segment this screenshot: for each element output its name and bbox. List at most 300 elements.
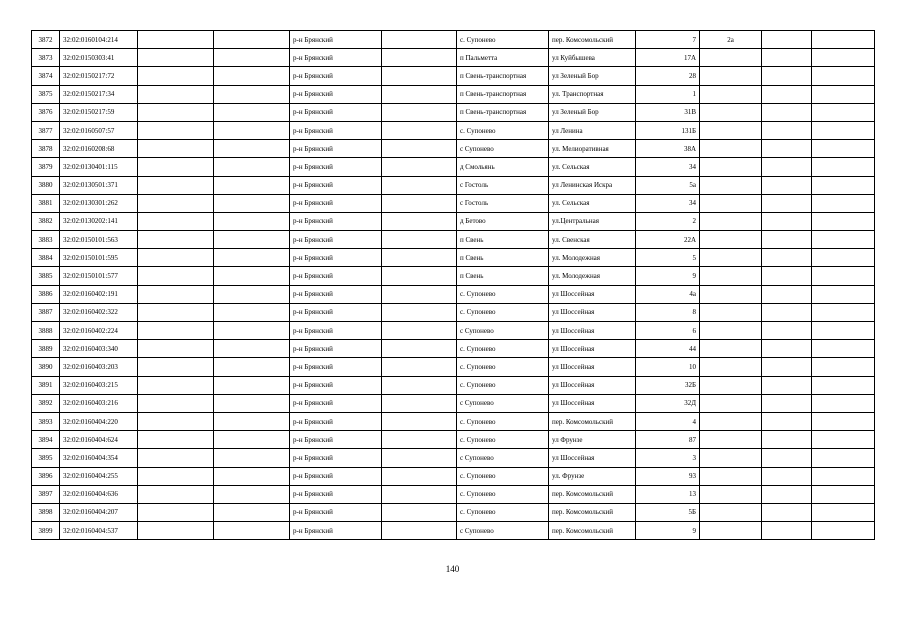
street-cell: ул Фрунзе	[549, 431, 636, 449]
house-number-cell: 2	[636, 212, 700, 230]
blank-col-11-cell	[762, 322, 812, 340]
table-row	[32, 358, 875, 376]
blank-col-3-cell	[138, 412, 214, 430]
building-number-cell	[700, 49, 762, 67]
street-cell: ул. Фрунзе	[549, 467, 636, 485]
blank-col-4-cell	[214, 322, 290, 340]
settlement-cell: с. Супонево	[457, 467, 549, 485]
blank-col-4-cell	[214, 85, 290, 103]
cadastral-number-cell: 32:02:0160404:220	[60, 412, 138, 430]
blank-col-3-cell	[138, 322, 214, 340]
blank-col-3-cell	[138, 212, 214, 230]
blank-col-12-cell	[812, 412, 875, 430]
blank-col-12-cell	[812, 485, 875, 503]
table-row	[32, 303, 875, 321]
settlement-cell: с. Супонево	[457, 285, 549, 303]
blank-col-4-cell	[214, 176, 290, 194]
settlement-cell: п Пальметта	[457, 49, 549, 67]
building-number-cell	[700, 412, 762, 430]
settlement-cell: п Свень	[457, 267, 549, 285]
house-number-cell: 9	[636, 267, 700, 285]
street-cell: ул.Центральная	[549, 212, 636, 230]
blank-col-12-cell	[812, 67, 875, 85]
blank-col-3-cell	[138, 49, 214, 67]
blank-col-3-cell	[138, 103, 214, 121]
blank-col-3-cell	[138, 231, 214, 249]
district-cell: р-н Брянский	[290, 303, 382, 321]
blank-col-4-cell	[214, 358, 290, 376]
cadastral-number-cell: 32:02:0130401:115	[60, 158, 138, 176]
blank-col-3-cell	[138, 485, 214, 503]
cadastral-number-cell: 32:02:0160404:537	[60, 522, 138, 540]
cadastral-number-cell: 32:02:0150101:563	[60, 231, 138, 249]
blank-col-11-cell	[762, 49, 812, 67]
blank-col-4-cell	[214, 158, 290, 176]
settlement-cell: с Супонево	[457, 322, 549, 340]
blank-col-4-cell	[214, 67, 290, 85]
street-cell: ул. Мелиоративная	[549, 140, 636, 158]
row-number-cell: 3874	[32, 67, 60, 85]
cadastral-number-cell: 32:02:0160404:354	[60, 449, 138, 467]
street-cell: ул Шоссейная	[549, 322, 636, 340]
blank-col-12-cell	[812, 303, 875, 321]
blank-col-3-cell	[138, 140, 214, 158]
building-number-cell	[700, 158, 762, 176]
row-number-cell: 3890	[32, 358, 60, 376]
table-row	[32, 394, 875, 412]
blank-col-4-cell	[214, 121, 290, 139]
building-number-cell	[700, 322, 762, 340]
street-cell: пер. Комсомольский	[549, 31, 636, 49]
cadastral-number-cell: 32:02:0160402:322	[60, 303, 138, 321]
blank-col-3-cell	[138, 467, 214, 485]
table-row	[32, 231, 875, 249]
blank-col-3-cell	[138, 503, 214, 521]
row-number-cell: 3896	[32, 467, 60, 485]
cadastral-number-cell: 32:02:0160507:57	[60, 121, 138, 139]
settlement-cell: п Свень	[457, 249, 549, 267]
street-cell: ул. Сельская	[549, 158, 636, 176]
cadastral-number-cell: 32:02:0160104:214	[60, 31, 138, 49]
building-number-cell	[700, 67, 762, 85]
blank-col-6-cell	[382, 158, 457, 176]
blank-col-4-cell	[214, 503, 290, 521]
building-number-cell	[700, 249, 762, 267]
street-cell: ул Шоссейная	[549, 394, 636, 412]
blank-col-4-cell	[214, 431, 290, 449]
blank-col-12-cell	[812, 31, 875, 49]
row-number-cell: 3888	[32, 322, 60, 340]
settlement-cell: с. Супонево	[457, 485, 549, 503]
blank-col-3-cell	[138, 376, 214, 394]
cadastral-number-cell: 32:02:0130301:262	[60, 194, 138, 212]
cadastral-number-cell: 32:02:0160403:340	[60, 340, 138, 358]
blank-col-3-cell	[138, 267, 214, 285]
street-cell: ул Шоссейная	[549, 340, 636, 358]
blank-col-4-cell	[214, 140, 290, 158]
blank-col-6-cell	[382, 358, 457, 376]
row-number-cell: 3875	[32, 85, 60, 103]
blank-col-6-cell	[382, 212, 457, 230]
district-cell: р-н Брянский	[290, 121, 382, 139]
row-number-cell: 3877	[32, 121, 60, 139]
street-cell: ул. Транспортная	[549, 85, 636, 103]
table-row	[32, 49, 875, 67]
blank-col-4-cell	[214, 249, 290, 267]
blank-col-11-cell	[762, 412, 812, 430]
row-number-cell: 3884	[32, 249, 60, 267]
building-number-cell	[700, 176, 762, 194]
blank-col-3-cell	[138, 285, 214, 303]
table-row	[32, 140, 875, 158]
street-cell: ул Шоссейная	[549, 285, 636, 303]
district-cell: р-н Брянский	[290, 412, 382, 430]
blank-col-3-cell	[138, 358, 214, 376]
blank-col-12-cell	[812, 121, 875, 139]
blank-col-3-cell	[138, 67, 214, 85]
street-cell: ул Зеленый Бор	[549, 103, 636, 121]
table-row	[32, 412, 875, 430]
blank-col-3-cell	[138, 31, 214, 49]
table-row	[32, 322, 875, 340]
cadastral-number-cell: 32:02:0130501:371	[60, 176, 138, 194]
register-table	[31, 30, 875, 540]
row-number-cell: 3894	[32, 431, 60, 449]
street-cell: ул. Молодежная	[549, 249, 636, 267]
row-number-cell: 3872	[32, 31, 60, 49]
house-number-cell: 1	[636, 85, 700, 103]
district-cell: р-н Брянский	[290, 376, 382, 394]
table-row	[32, 194, 875, 212]
building-number-cell	[700, 522, 762, 540]
building-number-cell	[700, 267, 762, 285]
cadastral-number-cell: 32:02:0150101:577	[60, 267, 138, 285]
blank-col-4-cell	[214, 522, 290, 540]
settlement-cell: с. Супонево	[457, 412, 549, 430]
settlement-cell: с Супонево	[457, 140, 549, 158]
blank-col-11-cell	[762, 176, 812, 194]
blank-col-6-cell	[382, 522, 457, 540]
blank-col-11-cell	[762, 267, 812, 285]
district-cell: р-н Брянский	[290, 322, 382, 340]
blank-col-6-cell	[382, 121, 457, 139]
district-cell: р-н Брянский	[290, 158, 382, 176]
table-row	[32, 431, 875, 449]
blank-col-12-cell	[812, 140, 875, 158]
settlement-cell: д Бетово	[457, 212, 549, 230]
street-cell: пер. Комсомольский	[549, 522, 636, 540]
district-cell: р-н Брянский	[290, 140, 382, 158]
blank-col-11-cell	[762, 249, 812, 267]
row-number-cell: 3883	[32, 231, 60, 249]
row-number-cell: 3891	[32, 376, 60, 394]
blank-col-6-cell	[382, 140, 457, 158]
street-cell: ул Шоссейная	[549, 358, 636, 376]
building-number-cell	[700, 485, 762, 503]
blank-col-11-cell	[762, 212, 812, 230]
table-row	[32, 31, 875, 49]
blank-col-3-cell	[138, 522, 214, 540]
building-number-cell	[700, 85, 762, 103]
district-cell: р-н Брянский	[290, 449, 382, 467]
street-cell: ул Ленина	[549, 121, 636, 139]
settlement-cell: с. Супонево	[457, 358, 549, 376]
house-number-cell: 4а	[636, 285, 700, 303]
building-number-cell: 2а	[700, 31, 762, 49]
cadastral-number-cell: 32:02:0160403:215	[60, 376, 138, 394]
house-number-cell: 31В	[636, 103, 700, 121]
blank-col-4-cell	[214, 49, 290, 67]
building-number-cell	[700, 449, 762, 467]
cadastral-number-cell: 32:02:0150217:72	[60, 67, 138, 85]
street-cell: ул Куйбышева	[549, 49, 636, 67]
settlement-cell: с. Супонево	[457, 303, 549, 321]
blank-col-6-cell	[382, 285, 457, 303]
building-number-cell	[700, 340, 762, 358]
blank-col-12-cell	[812, 285, 875, 303]
row-number-cell: 3880	[32, 176, 60, 194]
district-cell: р-н Брянский	[290, 85, 382, 103]
district-cell: р-н Брянский	[290, 340, 382, 358]
table-row	[32, 267, 875, 285]
settlement-cell: с Супонево	[457, 449, 549, 467]
table-row	[32, 121, 875, 139]
district-cell: р-н Брянский	[290, 358, 382, 376]
blank-col-12-cell	[812, 267, 875, 285]
cadastral-number-cell: 32:02:0160403:203	[60, 358, 138, 376]
row-number-cell: 3893	[32, 412, 60, 430]
blank-col-11-cell	[762, 467, 812, 485]
blank-col-4-cell	[214, 103, 290, 121]
settlement-cell: с Супонево	[457, 522, 549, 540]
settlement-cell: д Смольянь	[457, 158, 549, 176]
blank-col-6-cell	[382, 303, 457, 321]
blank-col-6-cell	[382, 231, 457, 249]
blank-col-3-cell	[138, 85, 214, 103]
blank-col-12-cell	[812, 231, 875, 249]
blank-col-12-cell	[812, 467, 875, 485]
table-row	[32, 485, 875, 503]
district-cell: р-н Брянский	[290, 31, 382, 49]
table-row	[32, 176, 875, 194]
blank-col-11-cell	[762, 394, 812, 412]
blank-col-6-cell	[382, 322, 457, 340]
building-number-cell	[700, 231, 762, 249]
blank-col-6-cell	[382, 249, 457, 267]
blank-col-11-cell	[762, 303, 812, 321]
house-number-cell: 13	[636, 485, 700, 503]
street-cell: пер. Комсомольский	[549, 485, 636, 503]
street-cell: ул Ленинская Искра	[549, 176, 636, 194]
street-cell: ул. Сельская	[549, 194, 636, 212]
blank-col-12-cell	[812, 340, 875, 358]
blank-col-12-cell	[812, 176, 875, 194]
house-number-cell: 28	[636, 67, 700, 85]
district-cell: р-н Брянский	[290, 49, 382, 67]
blank-col-11-cell	[762, 140, 812, 158]
blank-col-11-cell	[762, 103, 812, 121]
blank-col-3-cell	[138, 394, 214, 412]
district-cell: р-н Брянский	[290, 522, 382, 540]
building-number-cell	[700, 467, 762, 485]
district-cell: р-н Брянский	[290, 431, 382, 449]
blank-col-12-cell	[812, 376, 875, 394]
house-number-cell: 5	[636, 249, 700, 267]
blank-col-11-cell	[762, 340, 812, 358]
settlement-cell: п Свень-транспортная	[457, 85, 549, 103]
blank-col-4-cell	[214, 231, 290, 249]
table-row	[32, 158, 875, 176]
house-number-cell: 131Б	[636, 121, 700, 139]
blank-col-6-cell	[382, 267, 457, 285]
blank-col-12-cell	[812, 212, 875, 230]
district-cell: р-н Брянский	[290, 231, 382, 249]
building-number-cell	[700, 376, 762, 394]
blank-col-11-cell	[762, 485, 812, 503]
blank-col-4-cell	[214, 31, 290, 49]
row-number-cell: 3885	[32, 267, 60, 285]
row-number-cell: 3897	[32, 485, 60, 503]
house-number-cell: 32Б	[636, 376, 700, 394]
row-number-cell: 3895	[32, 449, 60, 467]
blank-col-11-cell	[762, 431, 812, 449]
blank-col-6-cell	[382, 49, 457, 67]
cadastral-number-cell: 32:02:0160404:624	[60, 431, 138, 449]
street-cell: ул Шоссейная	[549, 449, 636, 467]
building-number-cell	[700, 103, 762, 121]
street-cell: пер. Комсомольский	[549, 503, 636, 521]
blank-col-6-cell	[382, 485, 457, 503]
blank-col-6-cell	[382, 194, 457, 212]
building-number-cell	[700, 303, 762, 321]
blank-col-3-cell	[138, 303, 214, 321]
blank-col-3-cell	[138, 176, 214, 194]
blank-col-12-cell	[812, 249, 875, 267]
row-number-cell: 3898	[32, 503, 60, 521]
building-number-cell	[700, 394, 762, 412]
building-number-cell	[700, 194, 762, 212]
house-number-cell: 17А	[636, 49, 700, 67]
cadastral-number-cell: 32:02:0160404:636	[60, 485, 138, 503]
blank-col-11-cell	[762, 358, 812, 376]
table-row	[32, 85, 875, 103]
row-number-cell: 3892	[32, 394, 60, 412]
blank-col-4-cell	[214, 394, 290, 412]
building-number-cell	[700, 431, 762, 449]
blank-col-11-cell	[762, 121, 812, 139]
row-number-cell: 3879	[32, 158, 60, 176]
district-cell: р-н Брянский	[290, 267, 382, 285]
blank-col-11-cell	[762, 158, 812, 176]
blank-col-12-cell	[812, 431, 875, 449]
blank-col-4-cell	[214, 212, 290, 230]
cadastral-number-cell: 32:02:0130202:141	[60, 212, 138, 230]
table-row	[32, 249, 875, 267]
row-number-cell: 3889	[32, 340, 60, 358]
blank-col-12-cell	[812, 449, 875, 467]
house-number-cell: 38А	[636, 140, 700, 158]
settlement-cell: с. Супонево	[457, 503, 549, 521]
cadastral-number-cell: 32:02:0150303:41	[60, 49, 138, 67]
cadastral-number-cell: 32:02:0160403:216	[60, 394, 138, 412]
table-row	[32, 285, 875, 303]
settlement-cell: с. Супонево	[457, 31, 549, 49]
table-row	[32, 522, 875, 540]
cadastral-number-cell: 32:02:0160402:224	[60, 322, 138, 340]
blank-col-6-cell	[382, 431, 457, 449]
cadastral-number-cell: 32:02:0160404:255	[60, 467, 138, 485]
house-number-cell: 4	[636, 412, 700, 430]
blank-col-11-cell	[762, 31, 812, 49]
cadastral-number-cell: 32:02:0150101:595	[60, 249, 138, 267]
house-number-cell: 7	[636, 31, 700, 49]
row-number-cell: 3887	[32, 303, 60, 321]
cadastral-number-cell: 32:02:0160404:207	[60, 503, 138, 521]
blank-col-12-cell	[812, 358, 875, 376]
blank-col-12-cell	[812, 85, 875, 103]
house-number-cell: 6	[636, 322, 700, 340]
blank-col-4-cell	[214, 412, 290, 430]
blank-col-4-cell	[214, 285, 290, 303]
settlement-cell: с Супонево	[457, 394, 549, 412]
house-number-cell: 5Б	[636, 503, 700, 521]
house-number-cell: 5а	[636, 176, 700, 194]
blank-col-4-cell	[214, 267, 290, 285]
blank-col-6-cell	[382, 67, 457, 85]
blank-col-6-cell	[382, 103, 457, 121]
blank-col-4-cell	[214, 194, 290, 212]
house-number-cell: 10	[636, 358, 700, 376]
blank-col-4-cell	[214, 303, 290, 321]
house-number-cell: 87	[636, 431, 700, 449]
table-row	[32, 376, 875, 394]
blank-col-11-cell	[762, 285, 812, 303]
district-cell: р-н Брянский	[290, 194, 382, 212]
table-row	[32, 503, 875, 521]
row-number-cell: 3886	[32, 285, 60, 303]
settlement-cell: с. Супонево	[457, 121, 549, 139]
settlement-cell: с Гостоль	[457, 194, 549, 212]
blank-col-3-cell	[138, 194, 214, 212]
blank-col-11-cell	[762, 503, 812, 521]
row-number-cell: 3878	[32, 140, 60, 158]
row-number-cell: 3882	[32, 212, 60, 230]
district-cell: р-н Брянский	[290, 176, 382, 194]
blank-col-12-cell	[812, 194, 875, 212]
settlement-cell: с Гостоль	[457, 176, 549, 194]
blank-col-3-cell	[138, 431, 214, 449]
blank-col-6-cell	[382, 394, 457, 412]
building-number-cell	[700, 358, 762, 376]
blank-col-11-cell	[762, 376, 812, 394]
building-number-cell	[700, 212, 762, 230]
register-table-body	[32, 31, 875, 540]
blank-col-4-cell	[214, 467, 290, 485]
blank-col-4-cell	[214, 485, 290, 503]
house-number-cell: 34	[636, 194, 700, 212]
table-row	[32, 449, 875, 467]
table-row	[32, 67, 875, 85]
district-cell: р-н Брянский	[290, 249, 382, 267]
blank-col-3-cell	[138, 158, 214, 176]
blank-col-3-cell	[138, 121, 214, 139]
table-row	[32, 103, 875, 121]
blank-col-12-cell	[812, 158, 875, 176]
blank-col-11-cell	[762, 85, 812, 103]
table-row	[32, 340, 875, 358]
blank-col-6-cell	[382, 85, 457, 103]
house-number-cell: 44	[636, 340, 700, 358]
